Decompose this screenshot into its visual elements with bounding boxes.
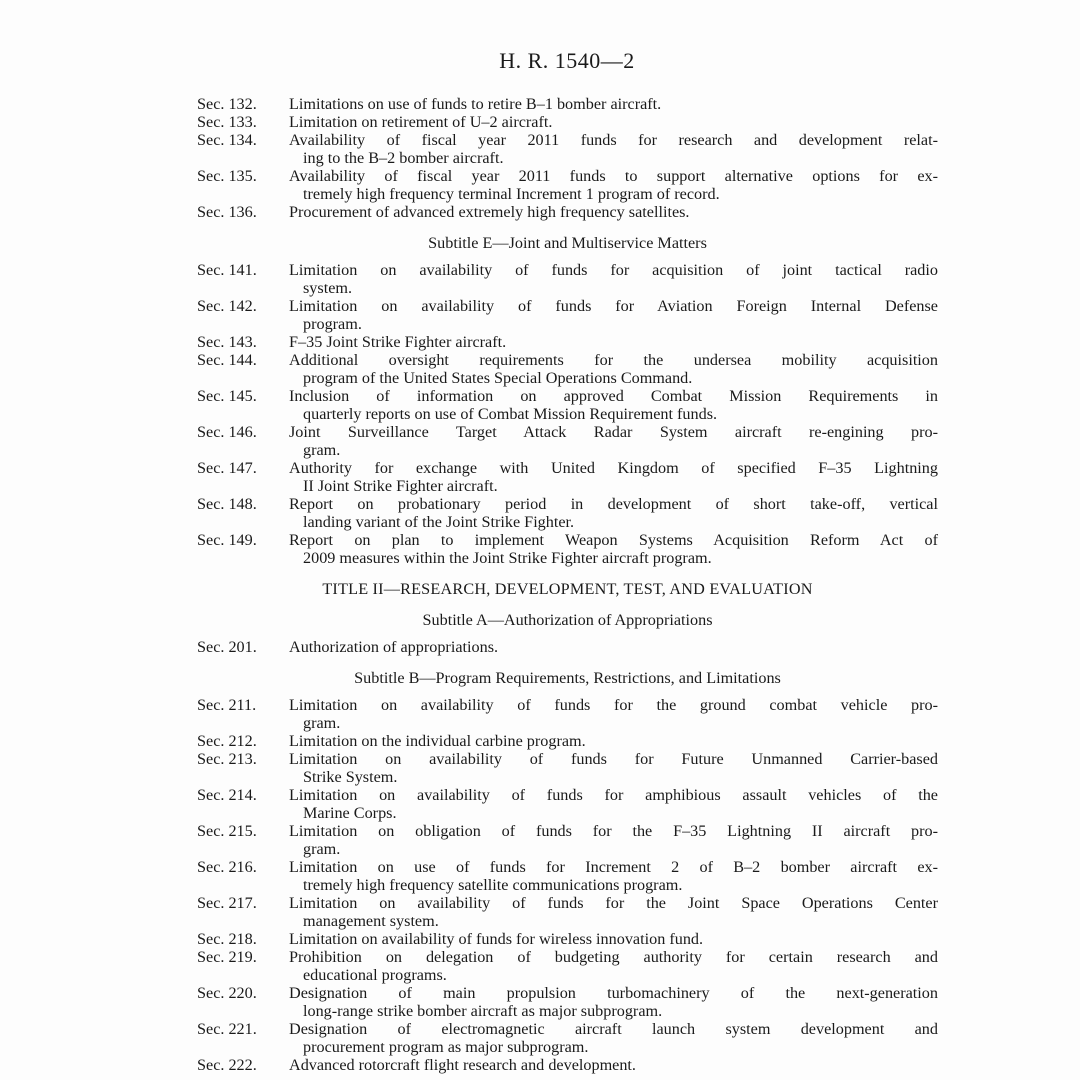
section-title: [289, 459, 938, 495]
section-title-line: quarterly reports on use of Combat Mission Requirement funds.: [303, 405, 718, 423]
section-title: [289, 696, 938, 732]
section-title: [289, 167, 938, 203]
toc-entry: [197, 948, 938, 984]
section-number: Sec. 215.: [197, 822, 257, 840]
section-title-line: Inclusion of information on approved Combat Mission Requirements in: [289, 387, 938, 405]
section-number: Sec. 145.: [197, 387, 257, 405]
table-of-contents: [197, 95, 938, 1074]
section-number: Sec. 222.: [197, 1056, 257, 1074]
toc-entry: [197, 786, 938, 822]
toc-entry: [197, 167, 938, 203]
section-title: [289, 387, 938, 423]
toc-entry: [197, 95, 938, 113]
section-title-line: Advanced rotorcraft flight research and development.: [289, 1056, 636, 1074]
section-title-line: procurement program as major subprogram.: [303, 1038, 589, 1056]
section-title-line: system.: [303, 279, 353, 297]
section-title-line: educational programs.: [303, 966, 447, 984]
section-title-line: II Joint Strike Fighter aircraft.: [303, 477, 498, 495]
section-number: Sec. 211.: [197, 696, 257, 714]
section-title: [289, 261, 938, 297]
section-title: [289, 786, 938, 822]
section-title-line: gram.: [303, 441, 341, 459]
toc-entry: [197, 984, 938, 1020]
section-title-line: Strike System.: [303, 768, 398, 786]
section-number: Sec. 219.: [197, 948, 257, 966]
section-number: Sec. 133.: [197, 113, 257, 131]
section-title: [289, 113, 938, 131]
section-title-line: Authority for exchange with United Kingdom of specified F–35 Lightning: [289, 459, 938, 477]
section-title: [289, 203, 938, 221]
subtitle-heading: Subtitle B—Program Requirements, Restrictions, and Limitations: [354, 669, 781, 687]
section-title-line: Marine Corps.: [303, 804, 397, 822]
section-number: Sec. 214.: [197, 786, 257, 804]
section-number: Sec. 134.: [197, 131, 257, 149]
section-title-line: Designation of main propulsion turbomachinery of the next-generation: [289, 984, 938, 1002]
section-title-line: Joint Surveillance Target Attack Radar System aircraft re-engining pro-: [289, 423, 938, 441]
section-number: Sec. 142.: [197, 297, 257, 315]
section-title-line: Limitation on availability of funds for amphibious assault vehicles of the: [289, 786, 938, 804]
section-title: [289, 732, 938, 750]
page-header: H. R. 1540—2: [499, 48, 635, 73]
toc-entry: [197, 930, 938, 948]
section-title-line: Limitation on the individual carbine program.: [289, 732, 586, 750]
section-title-line: Limitation on availability of funds for Aviation Foreign Internal Defense: [289, 297, 938, 315]
section-title-line: ing to the B–2 bomber aircraft.: [303, 149, 504, 167]
section-title: [289, 531, 938, 567]
section-title-line: Limitation on availability of funds for Future Unmanned Carrier-based: [289, 750, 938, 768]
toc-entry: [197, 1056, 938, 1074]
section-number: Sec. 221.: [197, 1020, 257, 1038]
section-title-line: Limitation on use of funds for Increment 2 of B–2 bomber aircraft ex-: [289, 858, 938, 876]
section-title-line: Designation of electromagnetic aircraft launch system development and: [289, 1020, 938, 1038]
toc-entry: [197, 531, 938, 567]
toc-entry: [197, 423, 938, 459]
section-title: [289, 1056, 938, 1074]
section-title-line: program of the United States Special Operations Command.: [303, 369, 693, 387]
toc-entry: [197, 333, 938, 351]
section-title-line: Limitation on availability of funds for the Joint Space Operations Center: [289, 894, 938, 912]
toc-entry: [197, 822, 938, 858]
section-title: [289, 297, 938, 333]
section-title: [289, 930, 938, 948]
toc-entry: [197, 894, 938, 930]
section-title-line: long-range strike bomber aircraft as major subprogram.: [303, 1002, 663, 1020]
section-title-line: Limitation on retirement of U–2 aircraft.: [289, 113, 553, 131]
section-title: [289, 333, 938, 351]
section-title: [289, 948, 938, 984]
toc-entry: [197, 638, 938, 656]
section-title-line: Report on probationary period in development of short take-off, vertical: [289, 495, 938, 513]
section-number: Sec. 218.: [197, 930, 257, 948]
toc-entry: [197, 261, 938, 297]
section-title: [289, 638, 938, 656]
section-title: [289, 750, 938, 786]
toc-entry: [197, 351, 938, 387]
section-title: [289, 858, 938, 894]
section-title: [289, 95, 938, 113]
section-title-line: management system.: [303, 912, 439, 930]
toc-entry: [197, 495, 938, 531]
toc-entry: [197, 387, 938, 423]
section-title-line: Procurement of advanced extremely high frequency satellites.: [289, 203, 690, 221]
section-title-line: Limitation on obligation of funds for the F–35 Lightning II aircraft pro-: [289, 822, 938, 840]
toc-entry: [197, 732, 938, 750]
section-title-line: Limitations on use of funds to retire B–1 bomber aircraft.: [289, 95, 662, 113]
section-number: Sec. 148.: [197, 495, 257, 513]
toc-entry: [197, 131, 938, 167]
section-number: Sec. 220.: [197, 984, 257, 1002]
section-title-line: Availability of fiscal year 2011 funds to support alternative options for ex-: [289, 167, 938, 185]
section-title-line: gram.: [303, 840, 341, 858]
toc-entry: [197, 750, 938, 786]
section-number: Sec. 146.: [197, 423, 257, 441]
section-title-line: Availability of fiscal year 2011 funds for research and development relat-: [289, 131, 938, 149]
section-title: [289, 351, 938, 387]
section-title: [289, 495, 938, 531]
section-number: Sec. 213.: [197, 750, 257, 768]
section-title-line: gram.: [303, 714, 341, 732]
section-number: Sec. 132.: [197, 95, 257, 113]
section-number: Sec. 136.: [197, 203, 257, 221]
section-title-line: landing variant of the Joint Strike Fighter.: [303, 513, 575, 531]
section-number: Sec. 143.: [197, 333, 257, 351]
section-number: Sec. 135.: [197, 167, 257, 185]
section-title-line: Authorization of appropriations.: [289, 638, 499, 656]
section-title: [289, 131, 938, 167]
section-number: Sec. 141.: [197, 261, 257, 279]
toc-entry: [197, 113, 938, 131]
section-title-line: Additional oversight requirements for the undersea mobility acquisition: [289, 351, 938, 369]
section-number: Sec. 217.: [197, 894, 257, 912]
section-title-line: Limitation on availability of funds for wireless innovation fund.: [289, 930, 704, 948]
subtitle-heading: Subtitle E—Joint and Multiservice Matters: [428, 234, 707, 252]
section-number: Sec. 147.: [197, 459, 257, 477]
section-title: [289, 1020, 938, 1056]
toc-entry: [197, 1020, 938, 1056]
section-title: [289, 423, 938, 459]
section-number: Sec. 144.: [197, 351, 257, 369]
toc-entry: [197, 297, 938, 333]
section-title-line: tremely high frequency terminal Increment 1 program of record.: [303, 185, 720, 203]
section-number: Sec. 212.: [197, 732, 257, 750]
section-title: [289, 822, 938, 858]
toc-entry: [197, 459, 938, 495]
toc-entry: [197, 203, 938, 221]
section-number: Sec. 149.: [197, 531, 257, 549]
section-title-line: Limitation on availability of funds for the ground combat vehicle pro-: [289, 696, 938, 714]
toc-entry: [197, 696, 938, 732]
section-title: [289, 894, 938, 930]
section-title-line: tremely high frequency satellite communications program.: [303, 876, 683, 894]
section-title-line: 2009 measures within the Joint Strike Fighter aircraft program.: [303, 549, 712, 567]
section-title: [289, 984, 938, 1020]
section-title-line: Report on plan to implement Weapon Systems Acquisition Reform Act of: [289, 531, 938, 549]
section-number: Sec. 201.: [197, 638, 257, 656]
subtitle-heading: Subtitle A—Authorization of Appropriations: [422, 611, 713, 629]
section-number: Sec. 216.: [197, 858, 257, 876]
section-title-line: F–35 Joint Strike Fighter aircraft.: [289, 333, 507, 351]
section-title-line: program.: [303, 315, 362, 333]
toc-entry: [197, 858, 938, 894]
title-heading: TITLE II—RESEARCH, DEVELOPMENT, TEST, AND EVALUATION: [322, 580, 813, 598]
section-title-line: Limitation on availability of funds for acquisition of joint tactical radio: [289, 261, 938, 279]
section-title-line: Prohibition on delegation of budgeting authority for certain research and: [289, 948, 938, 966]
